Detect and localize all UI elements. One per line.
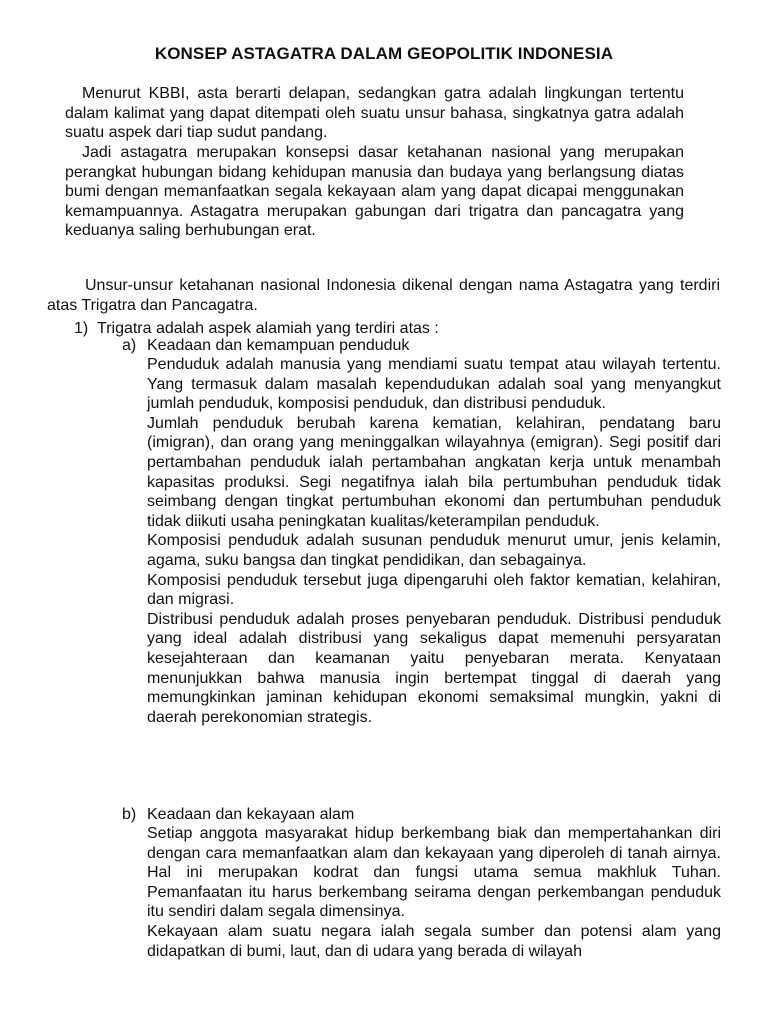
intro-paragraph-kbbi: Menurut KBBI, asta berarti delapan, sedangkan gatra adalah lingkungan tertentu dalam kalimat yang dapat ditempati oleh suatu unsur bahasa, singkatnya gatra adalah suatu aspek dari tiap sudut pandang.: [65, 85, 684, 142]
section-a-paragraph: Komposisi penduduk tersebut juga dipengaruhi oleh faktor kematian, kelahiran, dan migrasi.: [147, 571, 721, 609]
section-a-paragraph: Penduduk adalah manusia yang mendiami suatu tempat atau wilayah tertentu. Yang termasuk dalam masalah kependudukan adalah soal yang menyangkut jumlah penduduk, komposisi penduduk, dan distribusi penduduk.: [147, 356, 721, 413]
section-a-paragraph: Komposisi penduduk adalah susunan penduduk menurut umur, jenis kelamin, agama, suku bangsa dan tingkat pendidikan, dan sebagainya.: [147, 532, 721, 569]
list-number: 1): [74, 320, 89, 337]
section-a-title: Keadaan dan kemampuan penduduk: [147, 337, 410, 354]
section-b-letter: b): [122, 806, 137, 823]
section-a-body: [147, 355, 721, 727]
list-item-text: Trigatra adalah aspek alamiah yang terdiri atas :: [97, 320, 439, 337]
section-b-heading: [122, 805, 722, 825]
intro-paragraph-astagatra: Jadi astagatra merupakan konsepsi dasar ketahanan nasional yang merupakan perangkat hubungan bidang kehidupan manusia dan budaya yang berlangsung diatas bumi dengan memanfaatkan segala kekayaan alam yang dapat dicapai menggunakan kemampuannya. Astagatra merupakan gabungan dari trigatra dan pancagatra yang keduanya saling berhubungan erat.: [65, 144, 684, 240]
section-b-title: Keadaan dan kekayaan alam: [147, 806, 355, 823]
section-b-paragraph: Kekayaan alam suatu negara ialah segala sumber dan potensi alam yang didapatkan di bumi, laut, dan di udara yang berada di wilayah: [147, 922, 721, 960]
section-a-paragraph: Distribusi penduduk adalah proses penyebaran penduduk. Distribusi penduduk yang ideal adalah distribusi yang sekaligus dapat memenuhi persyaratan kesejahteraan dan keamanan yaitu penyebaran merata. Kenyataan menunjukkan bahwa manusia ingin bertempat tinggal di daerah yang memungkinkan jaminan kehidupan ekonomi semaksimal mungkin, yakni di daerah perekonomian strategis.: [147, 610, 721, 726]
section-a-heading: [122, 336, 722, 356]
section-a-paragraph: Jumlah penduduk berubah karena kematian, kelahiran, pendatang baru (imigran), dan orang yang meninggalkan wilayahnya (emigran). Segi positif dari pertambahan penduduk ialah pertambahan angkatan kerja untuk menambah kapasitas produksi. Segi negatifnya ialah bila pertumbuhan penduduk tidak seimbang dengan tingkat pertumbuhan ekonomi dan pertumbuhan penduduk tidak diikuti usaha peningkatan kualitas/keterampilan penduduk.: [147, 414, 721, 530]
unsur-paragraph: Unsur-unsur ketahanan nasional Indonesia dikenal dengan nama Astagatra yang terdiri atas Trigatra dan Pancagatra.: [47, 277, 720, 314]
section-b-paragraph: Setiap anggota masyarakat hidup berkembang biak dan mempertahankan diri dengan cara memanfaatkan alam dan kekayaan yang diperoleh di tanah airnya. Hal ini merupakan kodrat dan fungsi utama semua makhluk Tuhan. Pemanfaatan itu harus berkembang seirama dengan perkembangan penduduk itu sendiri dalam segala dimensinya.: [147, 825, 721, 921]
section-a-letter: a): [122, 337, 137, 354]
section-b-body: [147, 824, 721, 961]
document-title: KONSEP ASTAGATRA DALAM GEOPOLITIK INDONESIA: [154, 44, 614, 63]
